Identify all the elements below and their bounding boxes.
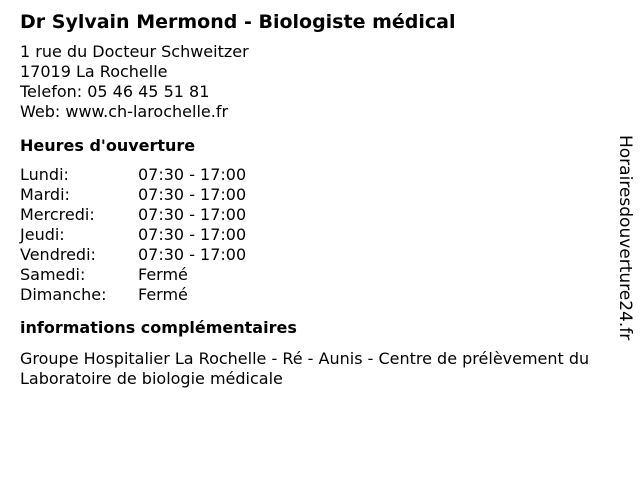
hours-row-sunday xyxy=(20,285,610,305)
business-info xyxy=(20,10,610,389)
day-label: Dimanche: xyxy=(20,285,107,304)
hours-row-saturday xyxy=(20,265,610,285)
website: Web: www.ch-larochelle.fr xyxy=(20,102,229,121)
day-time: 07:30 - 17:00 xyxy=(138,225,247,244)
day-time: Fermé xyxy=(138,285,188,304)
hours-row-monday xyxy=(20,165,610,185)
day-label: Mercredi: xyxy=(20,205,95,224)
hours-table xyxy=(20,165,610,305)
day-time: 07:30 - 17:00 xyxy=(138,185,247,204)
hours-row-thursday xyxy=(20,225,610,245)
address-city: 17019 La Rochelle xyxy=(20,62,168,81)
hours-row-tuesday xyxy=(20,185,610,205)
day-label: Vendredi: xyxy=(20,245,96,264)
info-heading: informations complémentaires xyxy=(20,318,297,337)
day-label: Mardi: xyxy=(20,185,70,204)
day-time: 07:30 - 17:00 xyxy=(138,165,247,184)
site-watermark: Horairesdouverture24.fr xyxy=(615,135,635,341)
day-time: 07:30 - 17:00 xyxy=(138,205,247,224)
hours-heading: Heures d'ouverture xyxy=(20,136,196,155)
day-label: Samedi: xyxy=(20,265,86,284)
day-time: 07:30 - 17:00 xyxy=(138,245,247,264)
address-block xyxy=(20,42,610,122)
day-time: Fermé xyxy=(138,265,188,284)
business-name: Dr Sylvain Mermond - Biologiste médical xyxy=(20,11,456,33)
hours-row-friday xyxy=(20,245,610,265)
address-street: 1 rue du Docteur Schweitzer xyxy=(20,42,249,61)
phone-number: Telefon: 05 46 45 51 81 xyxy=(20,82,210,101)
day-label: Jeudi: xyxy=(20,225,65,244)
day-label: Lundi: xyxy=(20,165,69,184)
hours-row-wednesday xyxy=(20,205,610,225)
info-text: Groupe Hospitalier La Rochelle - Ré - Aunis - Centre de prélèvement du Laboratoire de biologie médicale xyxy=(20,349,590,388)
